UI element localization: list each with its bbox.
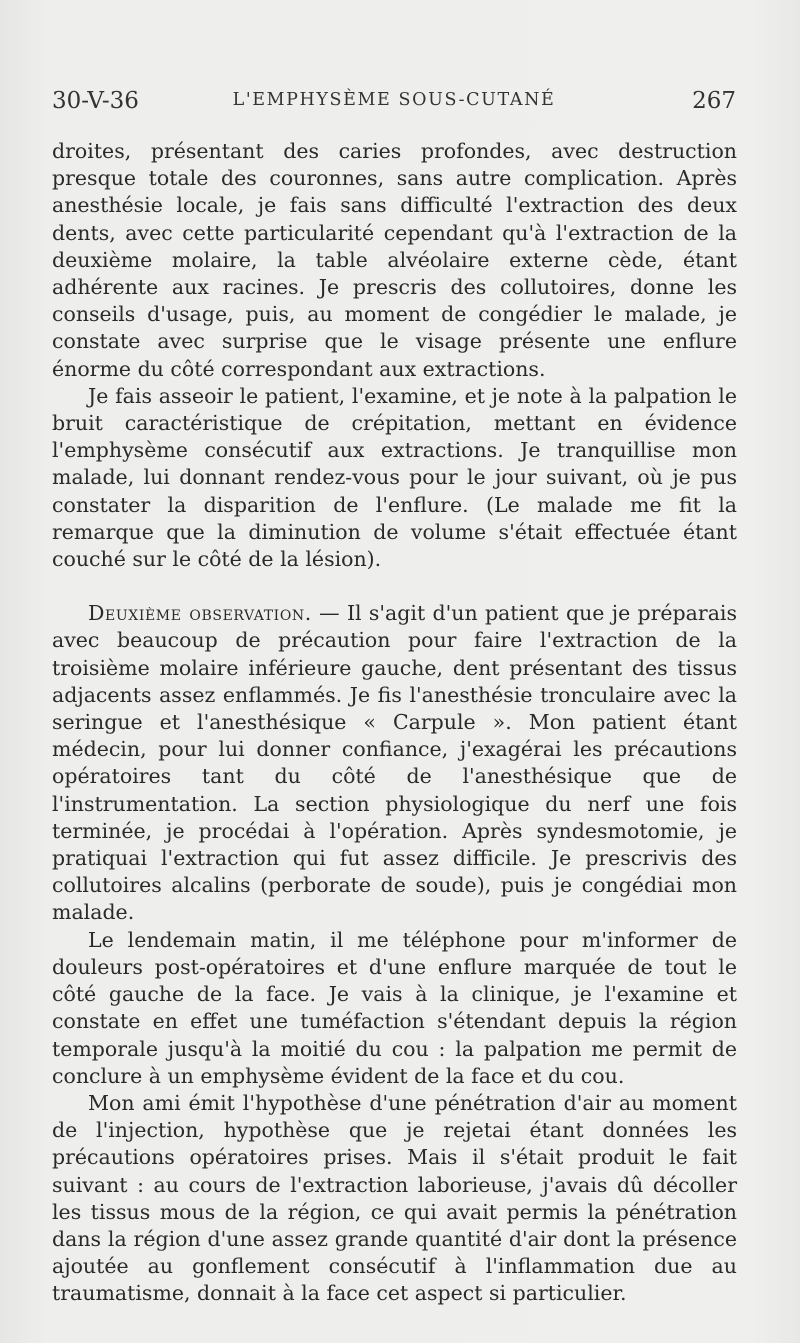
paragraph-text: — Il s'agit d'un patient que je préparais avec beaucoup de précaution pour faire l'extraction de la troisième molaire inférieure gauche, dent présentant des tissus adjacents assez enflammés. Je fis l'anesthésie tronculaire avec la seringue et l'anesthésique « Carpule ». Mon patient étant médecin, pour lui donner confiance, j'exagérai les précautions opératoires tant du côté de l'anesthésique que de l'instrumentation. La section physiologique du nerf une fois terminée, je procédai à l'opération. Après syndesmotomie, je pratiquai l'extraction qui fut assez difficile. Je prescrivis des collutoires alcalins (perborate de soude), puis je congédiai mon malade. (52, 601, 737, 925)
header-title: L'EMPHYSÈME SOUS-CUTANÉ (232, 90, 556, 110)
paragraph-text: droites, présentant des caries profondes, avec destruction presque totale des couronnes, sans autre complication. Après anesthésie locale, je fais sans difficulté l'extraction des deux dents, avec cette particularité cependant qu'à l'extraction de la deuxième molaire, la table alvéolaire externe cède, étant adhérente aux racines. Je prescris des collutoires, donne les conseils d'usage, puis, au moment de congédier le malade, je constate avec surprise que le visage présente une enflure énorme du côté correspondant aux extractions. (52, 139, 737, 381)
paragraph-next-morning (52, 927, 737, 1090)
section-lead: Deuxième observation. (88, 601, 312, 626)
header-date: 30-V-36 (52, 88, 139, 114)
page-number: 267 (692, 88, 736, 114)
paragraph-hypothesis (52, 1090, 737, 1308)
paragraph-continuation (52, 138, 737, 383)
paragraph-examination (52, 383, 737, 573)
paragraph-text: Je fais asseoir le patient, l'examine, et je note à la palpation le bruit caractéristique de crépitation, mettant en évidence l'emphysème consécutif aux extractions. Je tranquillise mon malade, lui donnant rendez-vous pour le jour suivant, où je pus constater la disparition de l'enflure. (Le malade me fit la remarque que la diminution de volume s'était effectuée étant couché sur le côté de la lésion). (52, 383, 737, 572)
paragraph-text: Le lendemain matin, il me téléphone pour m'informer de douleurs post-opératoires et d'une enflure marquée de tout le côté gauche de la face. Je vais à la clinique, je l'examine et constate en effet une tuméfaction s'étendant depuis la région temporale jusqu'à la moitié du cou : la palpation me permit de conclure à un emphysème évident de la face et du cou. (52, 927, 737, 1088)
paragraph-second-observation (52, 600, 737, 926)
running-head (52, 88, 736, 118)
body-text (52, 138, 737, 1308)
paragraph-text: Mon ami émit l'hypothèse d'une pénétration d'air au moment de l'injection, hypothèse que je rejetai étant données les précautions opératoires prises. Mais il s'était produit le fait suivant : au cours de l'extraction laborieuse, j'avais dû décoller les tissus mous de la région, ce qui avait permis la pénétration dans la région d'une assez grande quantité d'air dont la présence ajoutée au gonflement consécutif à l'inflammation due au traumatisme, donnait à la face cet aspect si particulier. (52, 1090, 737, 1306)
